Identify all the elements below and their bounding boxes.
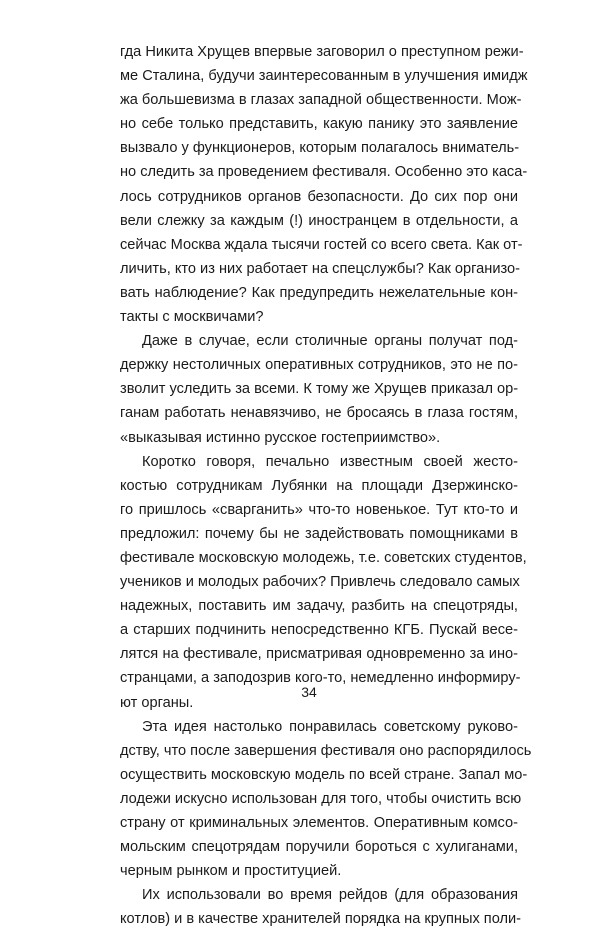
- text-line: Даже в случае, если столичные органы получат под-: [142, 333, 518, 350]
- text-line: но следить за проведением фестиваля. Особенно это каса-: [120, 164, 528, 181]
- text-line: сейчас Москва ждала тысячи гостей со всего света. Как от-: [120, 236, 523, 253]
- text-line: жа большевизма в глазах западной общественности. Мож-: [120, 92, 522, 109]
- paragraph: [120, 883, 522, 931]
- paragraph: [120, 40, 528, 329]
- paragraph: [120, 329, 518, 449]
- body-text: [120, 40, 532, 931]
- paragraph: [120, 715, 532, 884]
- text-line: фестивале московскую молодежь, т.е. советских студентов,: [120, 549, 527, 566]
- text-line: мольским спецотрядам поручили бороться с хулиганами,: [120, 839, 518, 856]
- text-line: надежных, поставить им задачу, разбить на спецотряды,: [120, 598, 518, 615]
- text-line: но себе только представить, какую панику это заявление: [120, 116, 518, 133]
- text-line: вать наблюдение? Как предупредить нежелательные кон-: [120, 284, 518, 301]
- text-line: страну от криминальных элементов. Оперативным комсо-: [120, 815, 518, 831]
- page-number: 34: [301, 684, 317, 700]
- text-line: ют органы.: [120, 694, 194, 711]
- text-line: гда Никита Хрущев впервые заговорил о преступном режи-: [120, 44, 524, 60]
- text-line: осуществить московскую модель по всей стране. Запал мо-: [120, 766, 528, 783]
- text-line: Эта идея настолько понравилась советскому руково-: [142, 718, 518, 735]
- text-line: держку нестоличных оперативных сотрудников, это не по-: [120, 357, 518, 374]
- text-line: вызвало у функционеров, которым полагалось вниматель-: [120, 140, 520, 157]
- paragraph: [120, 450, 527, 715]
- text-line: такты с москвичами?: [120, 309, 264, 326]
- text-line: лятся на фестивале, присматривая одновременно за ино-: [120, 646, 518, 663]
- text-line: странцами, а заподозрив кого-то, немедленно информиру-: [120, 670, 521, 687]
- text-line: лодежи искусно использован для того, чтобы очистить всю: [120, 790, 522, 807]
- text-line: зволит уследить за всеми. К тому же Хрущев приказал ор-: [120, 381, 519, 398]
- text-line: личить, кто из них работает на спецслужбы? Как организо-: [120, 260, 520, 277]
- text-line: учеников и молодых рабочих? Привлечь следовало самых: [120, 574, 520, 591]
- text-line: ганам работать ненавязчиво, не бросаясь в глаза гостям,: [120, 405, 518, 422]
- text-line: черным рынком и проституцией.: [120, 863, 342, 880]
- text-line: Коротко говоря, печально известным своей жесто-: [142, 453, 518, 470]
- text-line: «выказывая истинно русское гостеприимство».: [120, 429, 441, 446]
- text-line: дству, что после завершения фестиваля оно распорядилось: [120, 742, 532, 759]
- text-line: костью сотрудникам Лубянки на площади Дзержинско-: [120, 477, 518, 494]
- text-line: котлов) и в качестве хранителей порядка на крупных поли-: [120, 911, 522, 928]
- text-line: ме Сталина, будучи заинтересованным в улучшения имидж: [120, 68, 528, 85]
- text-line: го пришлось «сварганить» что-то новенькое. Тут кто-то и: [120, 501, 518, 518]
- text-line: вели слежку за каждым (!) иностранцем в отдельности, а: [120, 212, 518, 229]
- text-line: Их использовали во время рейдов (для образования: [142, 887, 518, 904]
- text-line: предложил: почему бы не задействовать помощниками в: [120, 525, 518, 542]
- text-line: лось сотрудников органов безопасности. До сих пор они: [120, 188, 518, 205]
- text-line: а старших подчинить непосредственно КГБ. Пускай весе-: [120, 622, 518, 639]
